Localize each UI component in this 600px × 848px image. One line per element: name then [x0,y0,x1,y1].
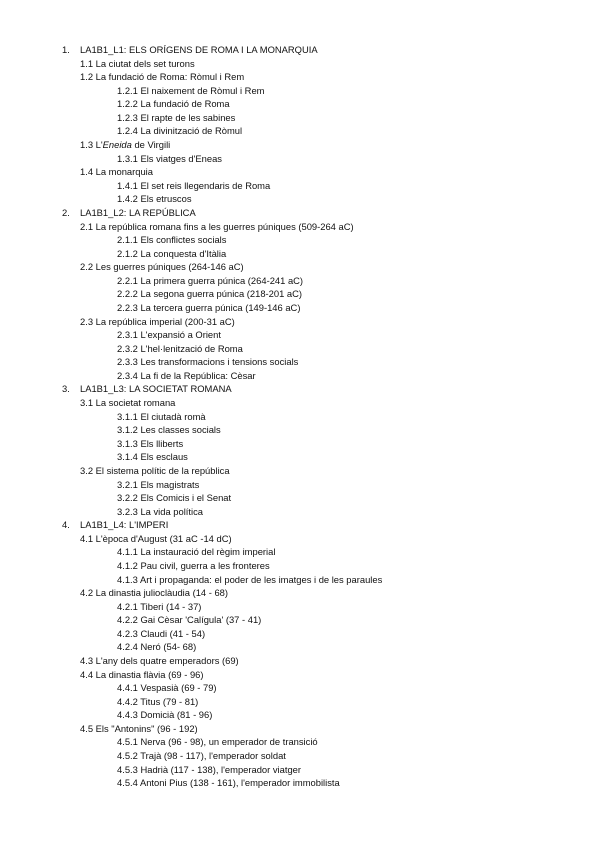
toc-subsection [0,84,600,98]
toc-entry-text [80,43,318,57]
toc-subsection [0,681,600,695]
toc-entry-label: 2.1 La república romana fins a les guerres púniques (509-264 aC) [80,220,354,232]
toc-chapter [0,382,600,396]
toc-entry-label: 3.2.2 Els Comicis i el Senat [117,492,232,504]
toc-subsection [0,749,600,763]
toc-number: 1. [62,44,70,55]
toc-entry-label: 4.4.3 Domicià (81 - 96) [117,709,213,721]
toc-subsection [0,559,600,573]
toc-entry-label: 1.2.4 La divinització de Ròmul [117,125,243,137]
toc-entry-label: 4.5.3 Hadrià (117 - 138), l'emperador viatger [117,763,302,775]
toc-entry-label: 1.4 La monarquia [80,166,153,178]
toc-entry-label: LA1B1_L3: LA SOCIETAT ROMANA [80,383,232,395]
toc-entry-label: 3.2 El sistema polític de la república [80,464,230,476]
toc-entry-text [117,111,235,125]
toc-entry-label: 2.3 La república imperial (200-31 aC) [80,315,235,327]
toc-section [0,315,600,329]
toc-entry-label: 2.2.3 La tercera guerra púnica (149-146 aC) [117,301,301,313]
toc-entry-label: 4.2.4 Neró (54- 68) [117,641,197,653]
toc-entry-label: 2.2.1 La primera guerra púnica (264-241 aC) [117,274,304,286]
toc-subsection [0,328,600,342]
toc-entry-label: 3.1.1 El ciutadà romà [117,410,206,422]
toc-subsection [0,491,600,505]
toc-entry-label: 1.3.1 Els viatges d'Eneas [117,152,222,164]
toc-subsection [0,410,600,424]
toc-section [0,165,600,179]
toc-entry-text [80,138,170,152]
toc-subsection [0,342,600,356]
toc-entry-label: 3.2.1 Els magistrats [117,478,200,490]
toc-entry-label: 4.2.2 Gai Cèsar 'Calígula' (37 - 41) [117,614,262,626]
toc-entry-label: 2.1.1 Els conflictes socials [117,234,227,246]
toc-entry-text [117,287,302,301]
toc-entry-text [117,708,212,722]
toc-entry-label: 4.4.2 Titus (79 - 81) [117,695,199,707]
toc-entry-label: 4.5.1 Nerva (96 - 98), un emperador de transició [117,736,318,748]
toc-entry-label: 3.1.2 Les classes socials [117,424,221,436]
toc-entry-label: 1.2.3 El rapte de les sabines [117,111,236,123]
toc-entry-text [117,640,196,654]
toc-subsection [0,613,600,627]
toc-entry-text [80,722,198,736]
toc-subsection [0,708,600,722]
toc-entry-text [117,84,264,98]
toc-subsection [0,111,600,125]
toc-entry-label: 4.4 La dinastia flàvia (69 - 96) [80,668,204,680]
toc-entry-text [117,152,222,166]
toc-subsection [0,776,600,790]
toc-section [0,668,600,682]
toc-entry-text [117,681,217,695]
toc-subsection [0,763,600,777]
toc-entry-text [80,220,354,234]
toc-subsection [0,627,600,641]
toc-entry-label: LA1B1_L1: ELS ORÍGENS DE ROMA I LA MONARQUIA [80,44,318,55]
toc-entry-text [117,423,221,437]
toc-section [0,464,600,478]
toc-entry-label: 4.1.2 Pau civil, guerra a les fronteres [117,559,270,571]
toc-entry-text [117,247,226,261]
toc-entry-label: 1.1 La ciutat dels set turons [80,57,195,69]
toc-entry-text [117,735,318,749]
toc-subsection [0,179,600,193]
toc-section [0,532,600,546]
toc-entry-text [117,613,261,627]
toc-entry-text [117,192,192,206]
toc-entry-text [80,518,168,532]
toc-entry-text [117,410,206,424]
toc-entry-label: 4.2.3 Claudi (41 - 54) [117,627,206,639]
toc-subsection [0,423,600,437]
toc-subsection [0,573,600,587]
toc-subsection [0,97,600,111]
toc-entry-label: 4.5 Els "Antonins" (96 - 192) [80,722,198,734]
toc-entry-text [80,654,239,668]
toc-subsection [0,355,600,369]
toc-entry-label: 1.3 L' [80,139,103,151]
toc-entry-text [117,179,270,193]
toc-entry-text [117,97,230,111]
toc-section [0,654,600,668]
toc-section [0,396,600,410]
toc-entry-text [117,573,382,587]
toc-number: 3. [62,383,70,395]
toc-entry-label: 3.2.3 La vida política [117,505,203,517]
toc-entry-label: 4.2 La dinastia julioclàudia (14 - 68) [80,587,229,599]
toc-section [0,722,600,736]
toc-subsection [0,600,600,614]
toc-entry-text [117,776,340,790]
toc-section [0,138,600,152]
toc-subsection [0,450,600,464]
toc-entry-text [117,274,303,288]
toc-entry-text [80,165,153,179]
toc-entry-text [117,369,256,383]
toc-entry-title-italic: Eneida [102,139,132,151]
toc-subsection [0,640,600,654]
toc-entry-text [80,382,232,396]
toc-subsection [0,369,600,383]
toc-section [0,70,600,84]
toc-entry-text [80,586,228,600]
toc-entry-label: 4.5.2 Trajà (98 - 117), l'emperador soldat [117,750,286,762]
toc-subsection [0,505,600,519]
toc-section [0,57,600,71]
toc-number: 4. [62,519,70,531]
toc-entry-text [80,260,244,274]
toc-number: 2. [62,206,70,218]
toc-subsection [0,233,600,247]
toc-subsection [0,301,600,315]
toc-entry-label: 1.2 La fundació de Roma: Ròmul i Rem [80,71,245,83]
toc-entry-label: 4.2.1 Tiberi (14 - 37) [117,600,202,612]
toc-subsection [0,152,600,166]
table-of-contents [0,43,600,790]
toc-entry-label-suffix: de Virgili [131,139,171,151]
toc-entry-text [80,396,175,410]
toc-chapter [0,518,600,532]
toc-subsection [0,437,600,451]
toc-entry-label: 2.2 Les guerres púniques (264-146 aC) [80,261,244,273]
toc-entry-label: 3.1 La societat romana [80,397,176,409]
toc-entry-label: 1.4.1 El set reis llegendaris de Roma [117,179,271,191]
toc-subsection [0,247,600,261]
toc-subsection [0,274,600,288]
toc-subsection [0,478,600,492]
toc-entry-label: 2.3.2 L'hel·lenització de Roma [117,342,243,354]
toc-entry-text [80,668,204,682]
toc-entry-text [117,437,183,451]
toc-entry-text [117,491,231,505]
toc-chapter [0,43,600,57]
toc-chapter [0,206,600,220]
toc-entry-label: 2.3.4 La fi de la República: Cèsar [117,369,256,381]
toc-entry-label: 3.1.4 Els esclaus [117,451,188,463]
toc-entry-label: 4.5.4 Antoni Pius (138 - 161), l'emperador immobilista [117,777,340,789]
toc-subsection [0,695,600,709]
toc-entry-text [117,695,198,709]
toc-entry-label: 2.2.2 La segona guerra púnica (218-201 aC) [117,288,303,300]
toc-entry-label: 1.2.1 El naixement de Ròmul i Rem [117,84,265,96]
toc-entry-text [117,233,226,247]
toc-entry-label: 3.1.3 Els lliberts [117,437,184,449]
toc-entry-text [117,559,270,573]
toc-section [0,220,600,234]
toc-entry-text [80,70,244,84]
toc-section [0,586,600,600]
toc-entry-text [117,478,199,492]
toc-entry-text [117,600,201,614]
toc-section [0,260,600,274]
toc-subsection [0,124,600,138]
toc-entry-text [117,505,203,519]
toc-entry-label: 2.3.1 L'expansió a Orient [117,329,221,341]
toc-entry-label: LA1B1_L2: LA REPÚBLICA [80,206,196,218]
toc-subsection [0,735,600,749]
toc-entry-label: 4.3 L'any dels quatre emperadors (69) [80,655,239,667]
toc-entry-text [80,57,195,71]
toc-entry-label: 4.1.3 Art i propaganda: el poder de les imatges i de les paraules [117,573,383,585]
toc-entry-label: 2.3.3 Les transformacions i tensions socials [117,356,299,368]
toc-entry-text [80,206,196,220]
toc-entry-label: 1.2.2 La fundació de Roma [117,98,230,110]
toc-entry-text [80,315,235,329]
toc-entry-label: LA1B1_L4: L'IMPERI [80,519,169,531]
toc-entry-text [117,355,298,369]
toc-entry-label: 1.4.2 Els etruscos [117,193,192,205]
toc-entry-text [117,124,242,138]
toc-entry-text [80,532,232,546]
toc-subsection [0,287,600,301]
toc-entry-text [80,464,230,478]
toc-subsection [0,192,600,206]
toc-entry-text [117,301,300,315]
toc-entry-label: 4.4.1 Vespasià (69 - 79) [117,682,217,694]
toc-entry-label: 2.1.2 La conquesta d'Itàlia [117,247,227,259]
toc-subsection [0,545,600,559]
toc-entry-label: 4.1 L'època d'August (31 aC -14 dC) [80,532,232,544]
toc-entry-text [117,450,188,464]
toc-entry-text [117,749,286,763]
toc-entry-text [117,763,301,777]
toc-entry-text [117,545,275,559]
toc-entry-text [117,328,221,342]
toc-entry-label: 4.1.1 La instauració del règim imperial [117,546,276,558]
toc-entry-text [117,342,243,356]
toc-entry-text [117,627,205,641]
